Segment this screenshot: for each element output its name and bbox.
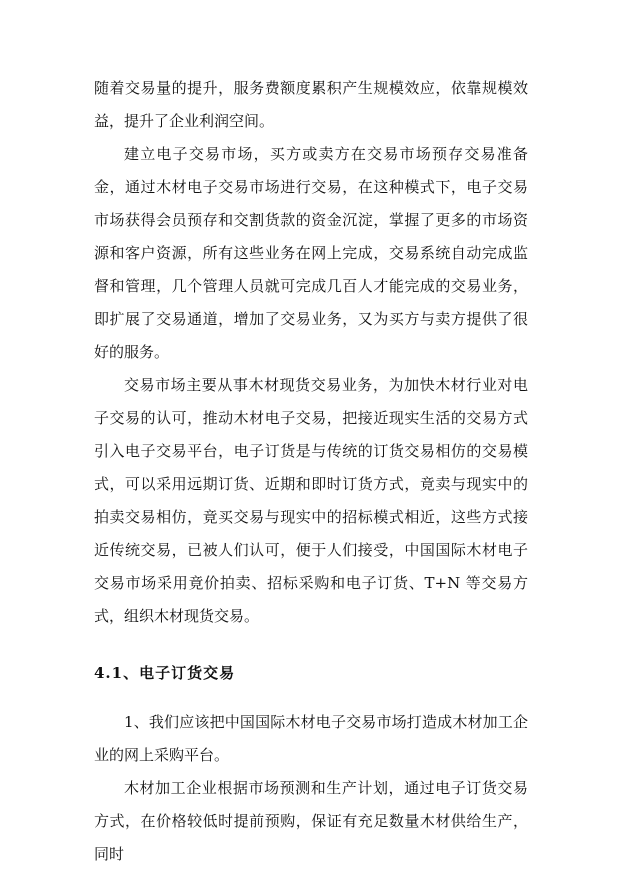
paragraph-spot-trading: 交易市场主要从事木材现货交易业务，为加快木材行业对电子交易的认可，推动木材电子交易，把接近现实生活的交易方式引入电子交易平台，电子订货是与传统的订货交易相仿的交易模式，可以采用远期订货、近期和即时订货方式，竟卖与现实中的拍卖交易相仿，竟买交易与现实中的招标模式相近，这些方式接近传统交易，已被人们认可，便于人们接受，中国国际木材电子交易市场采用竟价拍卖、招标采购和电子订货、T+N 等交易方式，组织木材现货交易。 (94, 376, 528, 625)
document-page (94, 72, 528, 871)
section-heading: 4.1、电子订货交易 (94, 664, 236, 682)
list-item-1: 1、我们应该把中国国际木材电子交易市场打造成木材加工企业的网上采购平台。 (94, 713, 528, 764)
paragraph-ordering: 木材加工企业根据市场预测和生产计划，通过电子订货交易方式，在价格较低时提前预购，保证有充足数量木材供给生产，同时 (94, 779, 528, 863)
paragraph-electronic-market: 建立电子交易市场，买方或卖方在交易市场预存交易准备金，通过木材电子交易市场进行交易，在这种模式下，电子交易市场获得会员预存和交割货款的资金沉淀，掌握了更多的市场资源和客户资源，所有这些业务在网上完成，交易系统自动完成监督和管理，几个管理人员就可完成几百人才能完成的交易业务，即扩展了交易通道，增加了交易业务，又为买方与卖方提供了很好的服务。 (94, 145, 528, 361)
paragraph-continuation: 随着交易量的提升，服务费额度累积产生规模效应，依靠规模效益，提升了企业利润空间。 (94, 79, 528, 130)
